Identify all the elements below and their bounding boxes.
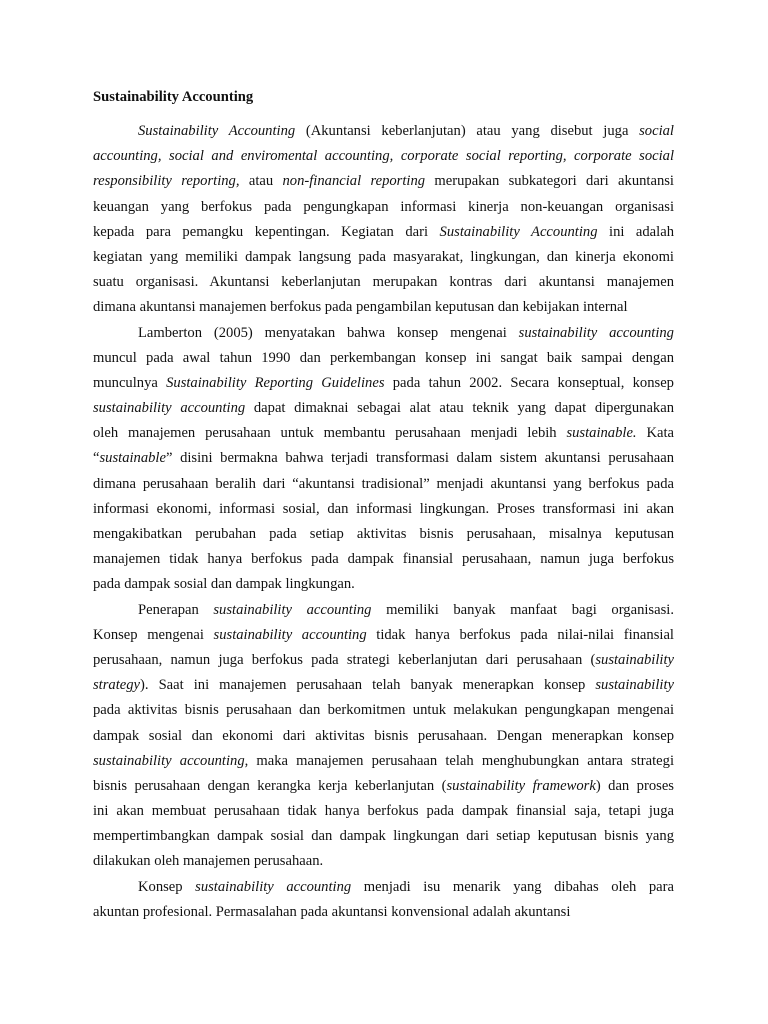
text-line xyxy=(93,572,674,597)
text-segment: ini akan membuat perusahaan tidak hanya berfokus pada dampak finansial saja, tetapi juga xyxy=(93,803,674,820)
text-segment: dilakukan oleh manajemen perusahaan. xyxy=(93,853,324,870)
italic-text: Sustainability Accounting xyxy=(439,223,598,240)
italic-text: responsibility reporting, xyxy=(93,173,240,190)
italic-text: sustainability accounting xyxy=(93,400,246,417)
text-segment: memiliki banyak manfaat bagi organisasi. xyxy=(371,601,674,618)
text-line xyxy=(93,799,674,824)
text-segment: pada tahun 2002. Secara konseptual, konsep xyxy=(384,374,674,391)
text-segment: mengakibatkan perubahan pada setiap aktivitas bisnis perusahaan, misalnya keputusan xyxy=(93,526,674,542)
text-segment: Penerapan xyxy=(138,601,214,618)
text-segment: tidak hanya berfokus pada nilai-nilai finansial xyxy=(366,626,674,643)
text-segment: dapat dimaknai sebagai alat atau teknik yang dapat dipergunakan xyxy=(245,400,674,417)
text-segment: Konsep xyxy=(138,878,196,895)
paragraph xyxy=(93,598,674,875)
italic-text: sustainable xyxy=(99,450,166,467)
text-line xyxy=(93,321,674,346)
italic-text: social xyxy=(639,123,674,139)
text-segment: suatu organisasi. Akuntansi keberlanjutan merupakan kontras dari akuntansi manajemen xyxy=(93,274,674,291)
italic-text: strategy xyxy=(93,677,141,694)
text-line xyxy=(93,774,674,799)
text-line xyxy=(93,673,674,698)
text-line xyxy=(93,446,674,471)
text-segment: dampak sosial dan ekonomi dari aktivitas bisnis perusahaan. Dengan menerapkan konsep xyxy=(93,727,674,744)
text-line xyxy=(93,724,674,749)
text-segment: dimana akuntansi manajemen berfokus pada pengambilan keputusan dan kebijakan internal xyxy=(93,299,628,316)
text-segment: merupakan subkategori dari akuntansi xyxy=(425,173,674,190)
text-line xyxy=(93,195,674,220)
text-line xyxy=(93,824,674,849)
italic-text: sustainability accounting xyxy=(195,878,352,895)
text-line xyxy=(93,220,674,245)
text-line xyxy=(93,169,674,194)
text-line xyxy=(93,849,674,874)
italic-text: sustainability framework xyxy=(446,777,596,794)
italic-text: sustainability accounting xyxy=(213,601,372,618)
text-line xyxy=(93,749,674,774)
text-segment: Kata xyxy=(636,425,674,442)
text-segment: bisnis perusahaan dengan kerangka kerja keberlanjutan ( xyxy=(93,777,447,794)
text-segment: kepada para pemangku kepentingan. Kegiatan dari xyxy=(93,223,440,240)
text-line xyxy=(93,547,674,572)
text-segment: ” disini bermakna bahwa terjadi transformasi dalam sistem akuntansi perusahaan xyxy=(165,450,674,467)
text-line xyxy=(93,623,674,648)
text-line xyxy=(93,245,674,270)
text-line xyxy=(93,119,674,144)
text-line xyxy=(93,295,674,320)
text-segment: menjadi isu menarik yang dibahas oleh para xyxy=(351,878,675,895)
text-line xyxy=(93,144,674,169)
text-line xyxy=(93,472,674,497)
italic-text: sustainability accounting xyxy=(518,324,674,341)
document-body xyxy=(93,86,674,925)
paragraphs xyxy=(93,119,674,925)
italic-text: sustainable. xyxy=(566,425,637,442)
document-title: Sustainability Accounting xyxy=(93,89,254,105)
text-segment: informasi ekonomi, informasi sosial, dan informasi lingkungan. Proses transformasi ini akan xyxy=(93,500,674,517)
text-segment: munculnya xyxy=(93,374,167,391)
text-segment: perusahaan, namun juga berfokus pada strategi keberlanjutan dari perusahaan ( xyxy=(93,651,596,668)
text-segment: oleh manajemen perusahaan untuk membantu perusahaan menjadi lebih xyxy=(93,425,567,442)
text-line xyxy=(93,875,674,900)
text-segment: “ xyxy=(93,450,100,467)
paragraph xyxy=(93,119,674,321)
text-line xyxy=(93,396,674,421)
text-segment: atau xyxy=(239,173,283,190)
text-line xyxy=(93,522,674,547)
text-segment: pada aktivitas bisnis perusahaan dan berkomitmen untuk melakukan pengungkapan mengenai xyxy=(93,702,674,719)
text-segment: , maka manajemen perusahaan telah menghubungkan antara strategi xyxy=(244,752,674,769)
text-line xyxy=(93,648,674,673)
italic-text: non-financial reporting xyxy=(282,173,426,190)
italic-text: accounting, social and enviromental accounting, corporate social reporting, corporate social xyxy=(93,148,674,165)
italic-text: sustainability xyxy=(595,651,674,668)
text-segment: (Akuntansi keberlanjutan) atau yang disebut juga xyxy=(295,123,640,139)
text-line xyxy=(93,698,674,723)
text-line xyxy=(93,900,674,925)
text-line xyxy=(93,497,674,522)
text-segment: ) dan proses xyxy=(595,777,674,794)
text-line xyxy=(93,270,674,295)
text-segment: pada dampak sosial dan dampak lingkungan. xyxy=(93,576,355,593)
italic-text: sustainability accounting xyxy=(93,752,245,769)
text-line xyxy=(93,371,674,396)
text-line xyxy=(93,421,674,446)
paragraph xyxy=(93,875,674,925)
text-line xyxy=(93,598,674,623)
text-segment: dimana perusahaan beralih dari “akuntansi tradisional” menjadi akuntansi yang berfokus pada xyxy=(93,475,674,492)
italic-text: Sustainability Reporting Guidelines xyxy=(166,374,385,391)
italic-text: Sustainability Accounting xyxy=(138,123,296,139)
text-segment: kegiatan yang memiliki dampak langsung pada masyarakat, lingkungan, dan kinerja ekonomi xyxy=(93,248,674,265)
text-segment: mempertimbangkan dampak sosial dan dampak lingkungan dari setiap keputusan bisnis yang xyxy=(93,828,674,845)
text-segment: manajemen tidak hanya berfokus pada dampak finansial perusahaan, namun juga berfokus xyxy=(93,551,674,568)
italic-text: sustainability xyxy=(595,677,674,694)
text-segment: ini adalah xyxy=(597,223,674,240)
text-line xyxy=(93,346,674,371)
text-segment: ). Saat ini manajemen perusahaan telah banyak menerapkan konsep xyxy=(140,677,596,694)
text-segment: Lamberton (2005) menyatakan bahwa konsep mengenai xyxy=(138,324,519,341)
text-segment: akuntan profesional. Permasalahan pada akuntansi konvensional adalah akuntansi xyxy=(93,903,571,920)
text-segment: keuangan yang berfokus pada pengungkapan informasi kinerja non-keuangan organisasi xyxy=(93,198,674,215)
text-segment: Konsep mengenai xyxy=(93,626,214,643)
paragraph xyxy=(93,321,674,598)
italic-text: sustainability accounting xyxy=(213,626,367,643)
text-segment: muncul pada awal tahun 1990 dan perkembangan konsep ini sangat baik sampai dengan xyxy=(93,349,674,366)
